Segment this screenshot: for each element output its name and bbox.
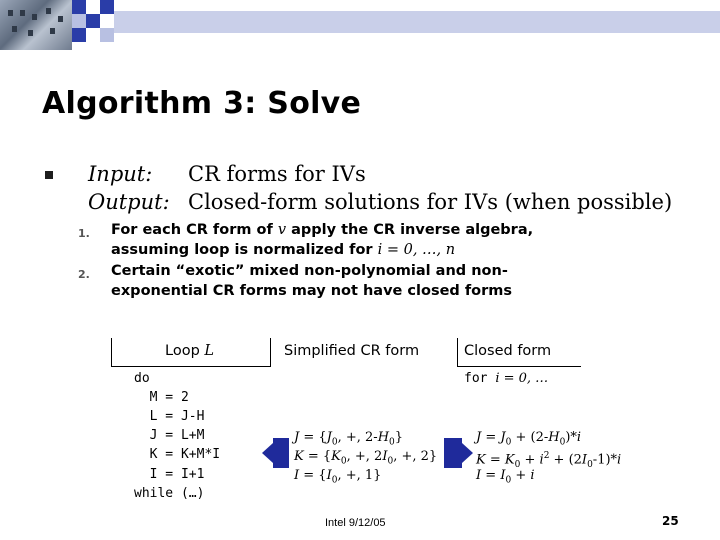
item-number: 1.: [78, 227, 90, 240]
cr-var: K: [331, 449, 341, 464]
output-line: [88, 190, 672, 214]
cf-sub: 0: [505, 437, 512, 448]
col-header-loop-text: Loop: [165, 343, 205, 359]
input-text: CR forms for IVs: [188, 162, 366, 186]
cr-var: I: [326, 468, 332, 483]
cr-var: K: [294, 449, 304, 464]
cf-sub: 0: [514, 459, 521, 470]
cr-op: , +, 2: [346, 449, 383, 464]
photo-window: [12, 26, 17, 32]
photo-window: [58, 16, 63, 22]
arrow-right-icon: [462, 443, 473, 463]
cr-form-i: [294, 466, 381, 491]
photo-window: [28, 30, 33, 36]
photo-window: [46, 8, 51, 14]
item-number: 2.: [78, 268, 90, 281]
cr-sub: 0: [331, 437, 338, 448]
cf-op: + (2: [549, 452, 582, 468]
slide-title: Algorithm 3: Solve: [42, 86, 362, 121]
for-line: [464, 369, 548, 388]
code-line: do: [134, 371, 150, 386]
photo-window: [32, 14, 37, 20]
code-line: K = K+M*I: [134, 447, 221, 462]
cf-var: J: [476, 430, 482, 445]
cf-var: i: [617, 452, 622, 468]
cr-var: J: [326, 430, 332, 445]
cr-sub: 0: [387, 456, 394, 467]
item-1-line-2: [111, 242, 455, 258]
cf-var: K: [476, 452, 486, 468]
cr-sub: 0: [340, 456, 347, 467]
checker-square: [100, 0, 114, 14]
cf-op: =: [485, 452, 505, 468]
bullet-square: [45, 171, 53, 179]
footer-text: Intel 9/12/05: [325, 517, 386, 529]
for-keyword: for: [464, 371, 496, 386]
item-1-line-1: [111, 222, 533, 238]
table-border: [457, 338, 458, 366]
arrow-left-icon: [262, 443, 273, 463]
input-label: Input:: [88, 162, 153, 186]
checker-square: [72, 14, 86, 28]
cf-var: i: [530, 468, 535, 483]
cf-var: i: [576, 430, 582, 445]
cf-sub: 0: [559, 437, 566, 448]
cf-var: i: [539, 452, 544, 468]
cr-op: = {: [299, 430, 327, 445]
output-label: Output:: [88, 190, 170, 214]
header-photo: [0, 0, 72, 50]
for-range: i = 0, …: [495, 371, 549, 386]
cr-op: , +, 2-: [337, 430, 378, 445]
code-line: while (…): [134, 486, 205, 501]
col-header-loop-var: L: [204, 343, 215, 359]
page-number: 25: [662, 514, 679, 528]
item-1-math: i = 0, …, n: [377, 242, 456, 258]
cr-var: I: [382, 449, 388, 464]
cf-sub: 0: [587, 459, 593, 470]
item-2-line-2: exponential CR forms may not have closed forms: [111, 283, 513, 299]
cr-var: I: [294, 468, 300, 483]
cf-var: I: [500, 468, 506, 483]
cr-op: }: [394, 430, 404, 445]
cf-op: +: [520, 452, 540, 468]
item-1-text-c: assuming loop is normalized for: [111, 242, 378, 258]
item-2-line-1: Certain “exotic” mixed non-polynomial and non-: [111, 263, 508, 279]
item-1-text-b: apply the CR inverse algebra,: [286, 222, 534, 238]
photo-window: [8, 10, 13, 16]
checker-square: [86, 14, 100, 28]
code-line: J = L+M: [134, 428, 205, 443]
cf-sup: 2: [543, 451, 550, 461]
cr-op: , +, 2}: [393, 449, 438, 464]
input-line: [88, 162, 366, 186]
item-1-text-a: For each CR form of: [111, 222, 278, 238]
output-text: Closed-form solutions for IVs (when possible): [188, 190, 673, 214]
cf-op: )*: [565, 430, 577, 445]
table-border: [111, 338, 112, 366]
item-1-var: v: [277, 222, 287, 238]
cf-var: I: [581, 452, 588, 468]
col-header-loop: [165, 343, 214, 359]
photo-window: [20, 10, 25, 16]
arrow-block: [273, 438, 289, 468]
cr-op: , +, 1}: [337, 468, 382, 483]
header-bar: [114, 11, 720, 33]
cf-op: =: [481, 430, 501, 445]
cf-op: + (2-: [511, 430, 549, 445]
table-border: [457, 366, 581, 367]
cf-op: -1)*: [592, 452, 618, 468]
cf-var: I: [476, 468, 482, 483]
cf-var: J: [500, 430, 506, 445]
arrow-block: [444, 438, 462, 468]
cr-op: = {: [303, 449, 332, 464]
code-line: I = I+1: [134, 467, 205, 482]
cf-var: H: [548, 430, 560, 445]
cr-sub: 0: [389, 437, 395, 448]
cf-sub: 0: [505, 475, 512, 486]
checker-square: [100, 28, 114, 42]
col-header-closed: Closed form: [464, 343, 552, 359]
cr-var: J: [294, 430, 300, 445]
code-line: L = J-H: [134, 409, 205, 424]
col-header-cr: Simplified CR form: [284, 343, 420, 359]
checker-square: [72, 0, 86, 14]
closed-form-i: [476, 466, 535, 491]
table-border: [270, 338, 271, 366]
cf-op: +: [511, 468, 531, 483]
cr-var: H: [377, 430, 390, 445]
cf-op: =: [481, 468, 501, 483]
table-border: [111, 366, 271, 367]
cf-var: K: [504, 452, 515, 468]
code-line: M = 2: [134, 390, 189, 405]
cr-op: = {: [299, 468, 327, 483]
photo-window: [50, 28, 55, 34]
cr-sub: 0: [331, 475, 338, 486]
checker-square: [72, 28, 86, 42]
